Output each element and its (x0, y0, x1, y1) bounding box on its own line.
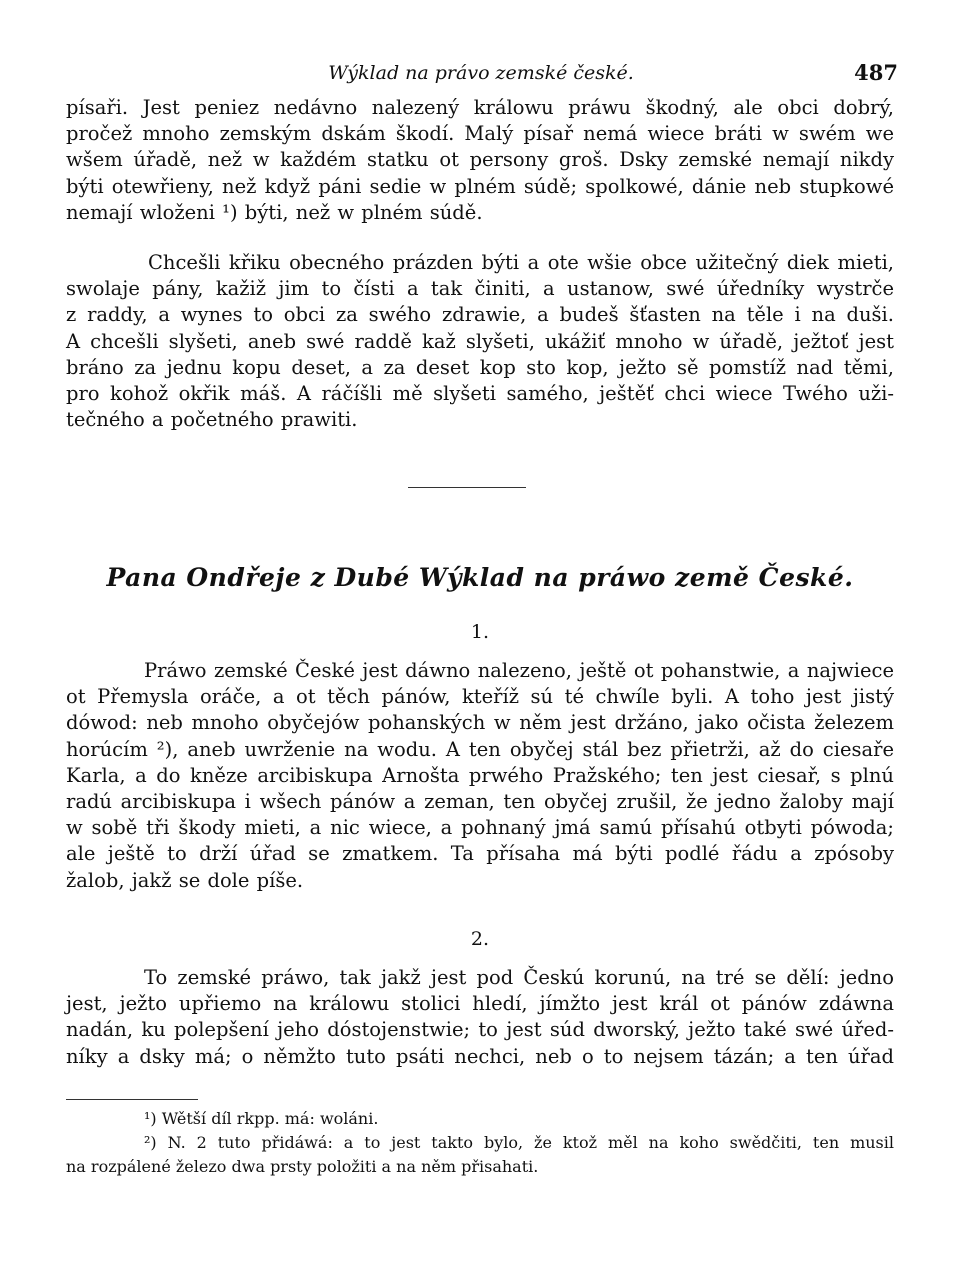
text-line: bráno za jednu kopu deset, a za deset kop sto kop, ježto sě pomstíž nad těmi, (66, 355, 894, 379)
text-line: níky a dsky má; o němžto tuto psáti nechci, neb o to nejsem tázán; a ten úřad (66, 1044, 894, 1068)
text-line: jest, ježto upřiemo na králowu stolici hledí, jímžto jest král ot pánów zdáwna (66, 992, 894, 1016)
page-number: 487 (854, 60, 898, 85)
running-head: Wýklad na právo zemské české. (328, 62, 634, 84)
paragraph-1 (66, 95, 894, 226)
paragraph-2 (66, 250, 894, 433)
text-line: nemají wloženi ¹) býti, než w plném súdě. (66, 200, 483, 224)
text-line: horúcím ²), aneb uwrženie na wodu. A ten obyčej stál bez přietrži, až do ciesaře (66, 737, 894, 761)
section-number-2: 2. (470, 928, 490, 950)
section-number-1: 1. (470, 621, 490, 643)
text-line: ot Přemysla oráče, a ot těch pánów, kteříž sú té chwíle byli. A toho jest jistý (66, 685, 894, 709)
text-line: pročež mnoho zemským dskám škodí. Malý písař nemá wiece bráti w swém we (66, 122, 894, 146)
text-line: nadán, ku polepšení jeho dóstojenstwie; to jest súd dworský, ježto také swé úřed- (66, 1018, 894, 1042)
section-divider (408, 487, 526, 488)
text-line: žalob, jakž se dole píše. (66, 868, 304, 892)
text-line: býti otewřieny, než když páni sedie w plném súdě; spolkowé, dánie neb stupkowé (66, 174, 894, 198)
text-line: písaři. Jest peniez nedávno nalezený králowu práwu škodný, ale obci dobrý, (66, 96, 894, 119)
footnote-1: ¹) Wětší díl rkpp. má: woláni. (144, 1109, 379, 1128)
footnote-rule (66, 1099, 198, 1100)
text-line: z raddy, a wynes to obci za swého zdrawie, a budeš šťasten na těle i na duši. (66, 303, 894, 327)
text-line: pro kohož okřik máš. A ráčíšli mě slyšeti samého, ještěť chci wiece Twého uži- (66, 382, 894, 406)
paragraph-3 (66, 658, 894, 894)
paragraph-4 (66, 965, 894, 1070)
text-line: radú arcibiskupa i wšech pánów a zeman, ten obyčej zrušil, že jedno žaloby mají (66, 790, 894, 814)
text-line: A chcešli slyšeti, aneb swé raddě kaž slyšeti, ukážiť mnoho w úřadě, ježtoť jest (66, 329, 894, 353)
text-line: Karla, a do kněze arcibiskupa Arnošta prwého Pražského; ten jest ciesař, s plnú (66, 763, 894, 787)
text-line: dówod: neb mnoho obyčejów pohanských w něm jest držáno, jako očista železem (66, 711, 894, 735)
text-line: tečného a početného prawiti. (66, 408, 358, 432)
text-line: w sobě tři škody mieti, a nic wiece, a pohnaný jmá samú přísahú otbyti pówoda; (66, 816, 894, 840)
text-line: To zemské práwo, tak jakž jest pod Českú korunú, na tré se dělí: jedno (144, 966, 894, 989)
text-line: Chcešli křiku obecného prázden býti a ote wšie obce užitečný diek mieti, (148, 251, 894, 274)
text-line: wšem úřadě, než w každém statku ot persony groš. Dsky zemské nemají nikdy (66, 148, 894, 172)
section-title: Pana Ondřeje z Dubé Wýklad na práwo země České. (106, 563, 854, 592)
text-line: ale ještě to drží úřad se zmatkem. Ta přísaha má býti podlé řádu a zpósoby (66, 842, 894, 866)
footnote-2-continued: na rozpálené železo dwa prsty položiti a na něm přisahati. (66, 1157, 539, 1176)
page-header (64, 58, 898, 88)
text-line: swolaje pány, kažiž jim to čísti a tak činiti, a ustanow, swé úředníky wystrče (66, 277, 894, 301)
text-line: Práwo zemské České jest dáwno nalezeno, ještě ot pohanstwie, a najwiece (144, 659, 894, 682)
footnotes (66, 1107, 894, 1179)
footnote-2: ²) N. 2 tuto přidáwá: a to jest takto bylo, že ktož měl na koho swědčiti, ten musil (144, 1133, 894, 1152)
